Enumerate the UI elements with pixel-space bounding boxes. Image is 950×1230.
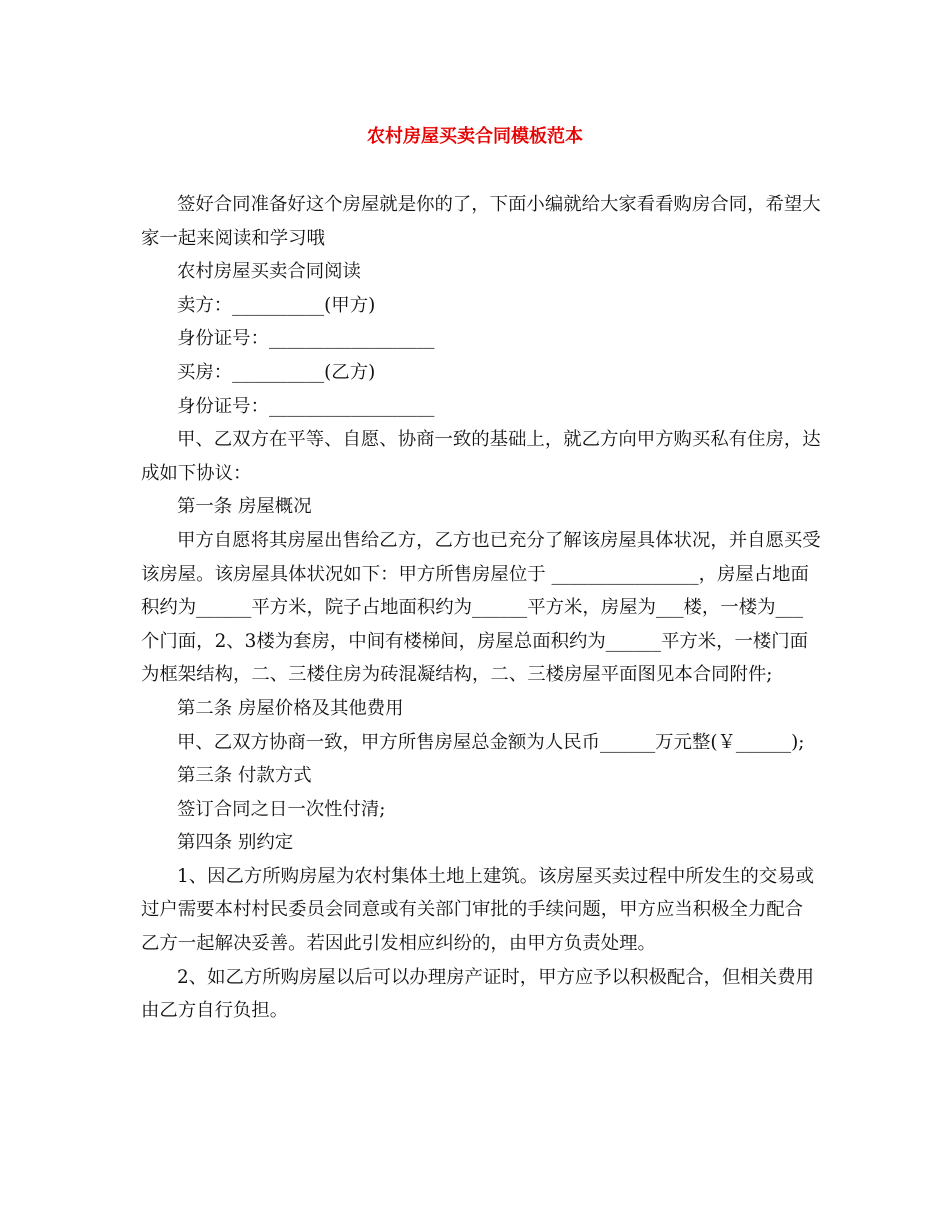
article-3-body: 签订合同之日一次性付清; xyxy=(177,798,386,820)
paragraph-buyer: 买房：__________(乙方) xyxy=(177,361,376,383)
document-body xyxy=(141,188,821,1028)
paragraph-subtitle: 农村房屋买卖合同阅读 xyxy=(177,261,361,283)
paragraph-agreement: 甲、乙双方在平等、自愿、协商一致的基础上，就乙方向甲方购买私有住房，达成如下协议： xyxy=(141,429,821,484)
paragraph-seller-id: 身份证号：__________________ xyxy=(177,328,435,350)
article-4-heading: 第四条 别约定 xyxy=(177,832,294,854)
article-4-item-1: 1、因乙方所购房屋为农村集体土地上建筑。该房屋买卖过程中所发生的交易或过户需要本村村民委员会同意或有关部门审批的手续问题，甲方应当积极全力配合乙方一起解决妥善。若因此引发相应纠纷的，由甲方负责处理。 xyxy=(141,865,814,955)
article-4-item-2: 2、如乙方所购房屋以后可以办理房产证时，甲方应予以积极配合，但相关费用由乙方自行负担。 xyxy=(141,966,814,1022)
document-title: 农村房屋买卖合同模板范本 xyxy=(367,126,583,147)
article-1-body: 甲方自愿将其房屋出售给乙方，乙方也已充分了解该房屋具体状况，并自愿买受该房屋。该房屋具体状况如下：甲方所售房屋位于 ________________，房屋占地面积约为______平方米，院子占地面积约为______平方米，房屋为___楼，一楼为___个门面，2、3楼为套房，中间有楼梯间，房屋总面积约为______平方米，一楼门面为框架结构，二、三楼住房为砖混凝结构，二、三楼房屋平面图见本合同附件; xyxy=(141,529,821,686)
paragraph-buyer-id: 身份证号：__________________ xyxy=(177,395,435,417)
article-1-heading: 第一条 房屋概况 xyxy=(177,496,312,518)
article-3-heading: 第三条 付款方式 xyxy=(177,765,312,787)
article-2-heading: 第二条 房屋价格及其他费用 xyxy=(177,697,404,719)
paragraph-seller: 卖方：__________(甲方) xyxy=(177,294,376,316)
paragraph-intro: 签好合同准备好这个房屋就是你的了，下面小编就给大家看看购房合同，希望大家一起来阅读和学习哦 xyxy=(141,194,821,249)
article-2-body: 甲、乙双方协商一致，甲方所售房屋总金额为人民币______万元整(￥______); xyxy=(177,731,805,753)
